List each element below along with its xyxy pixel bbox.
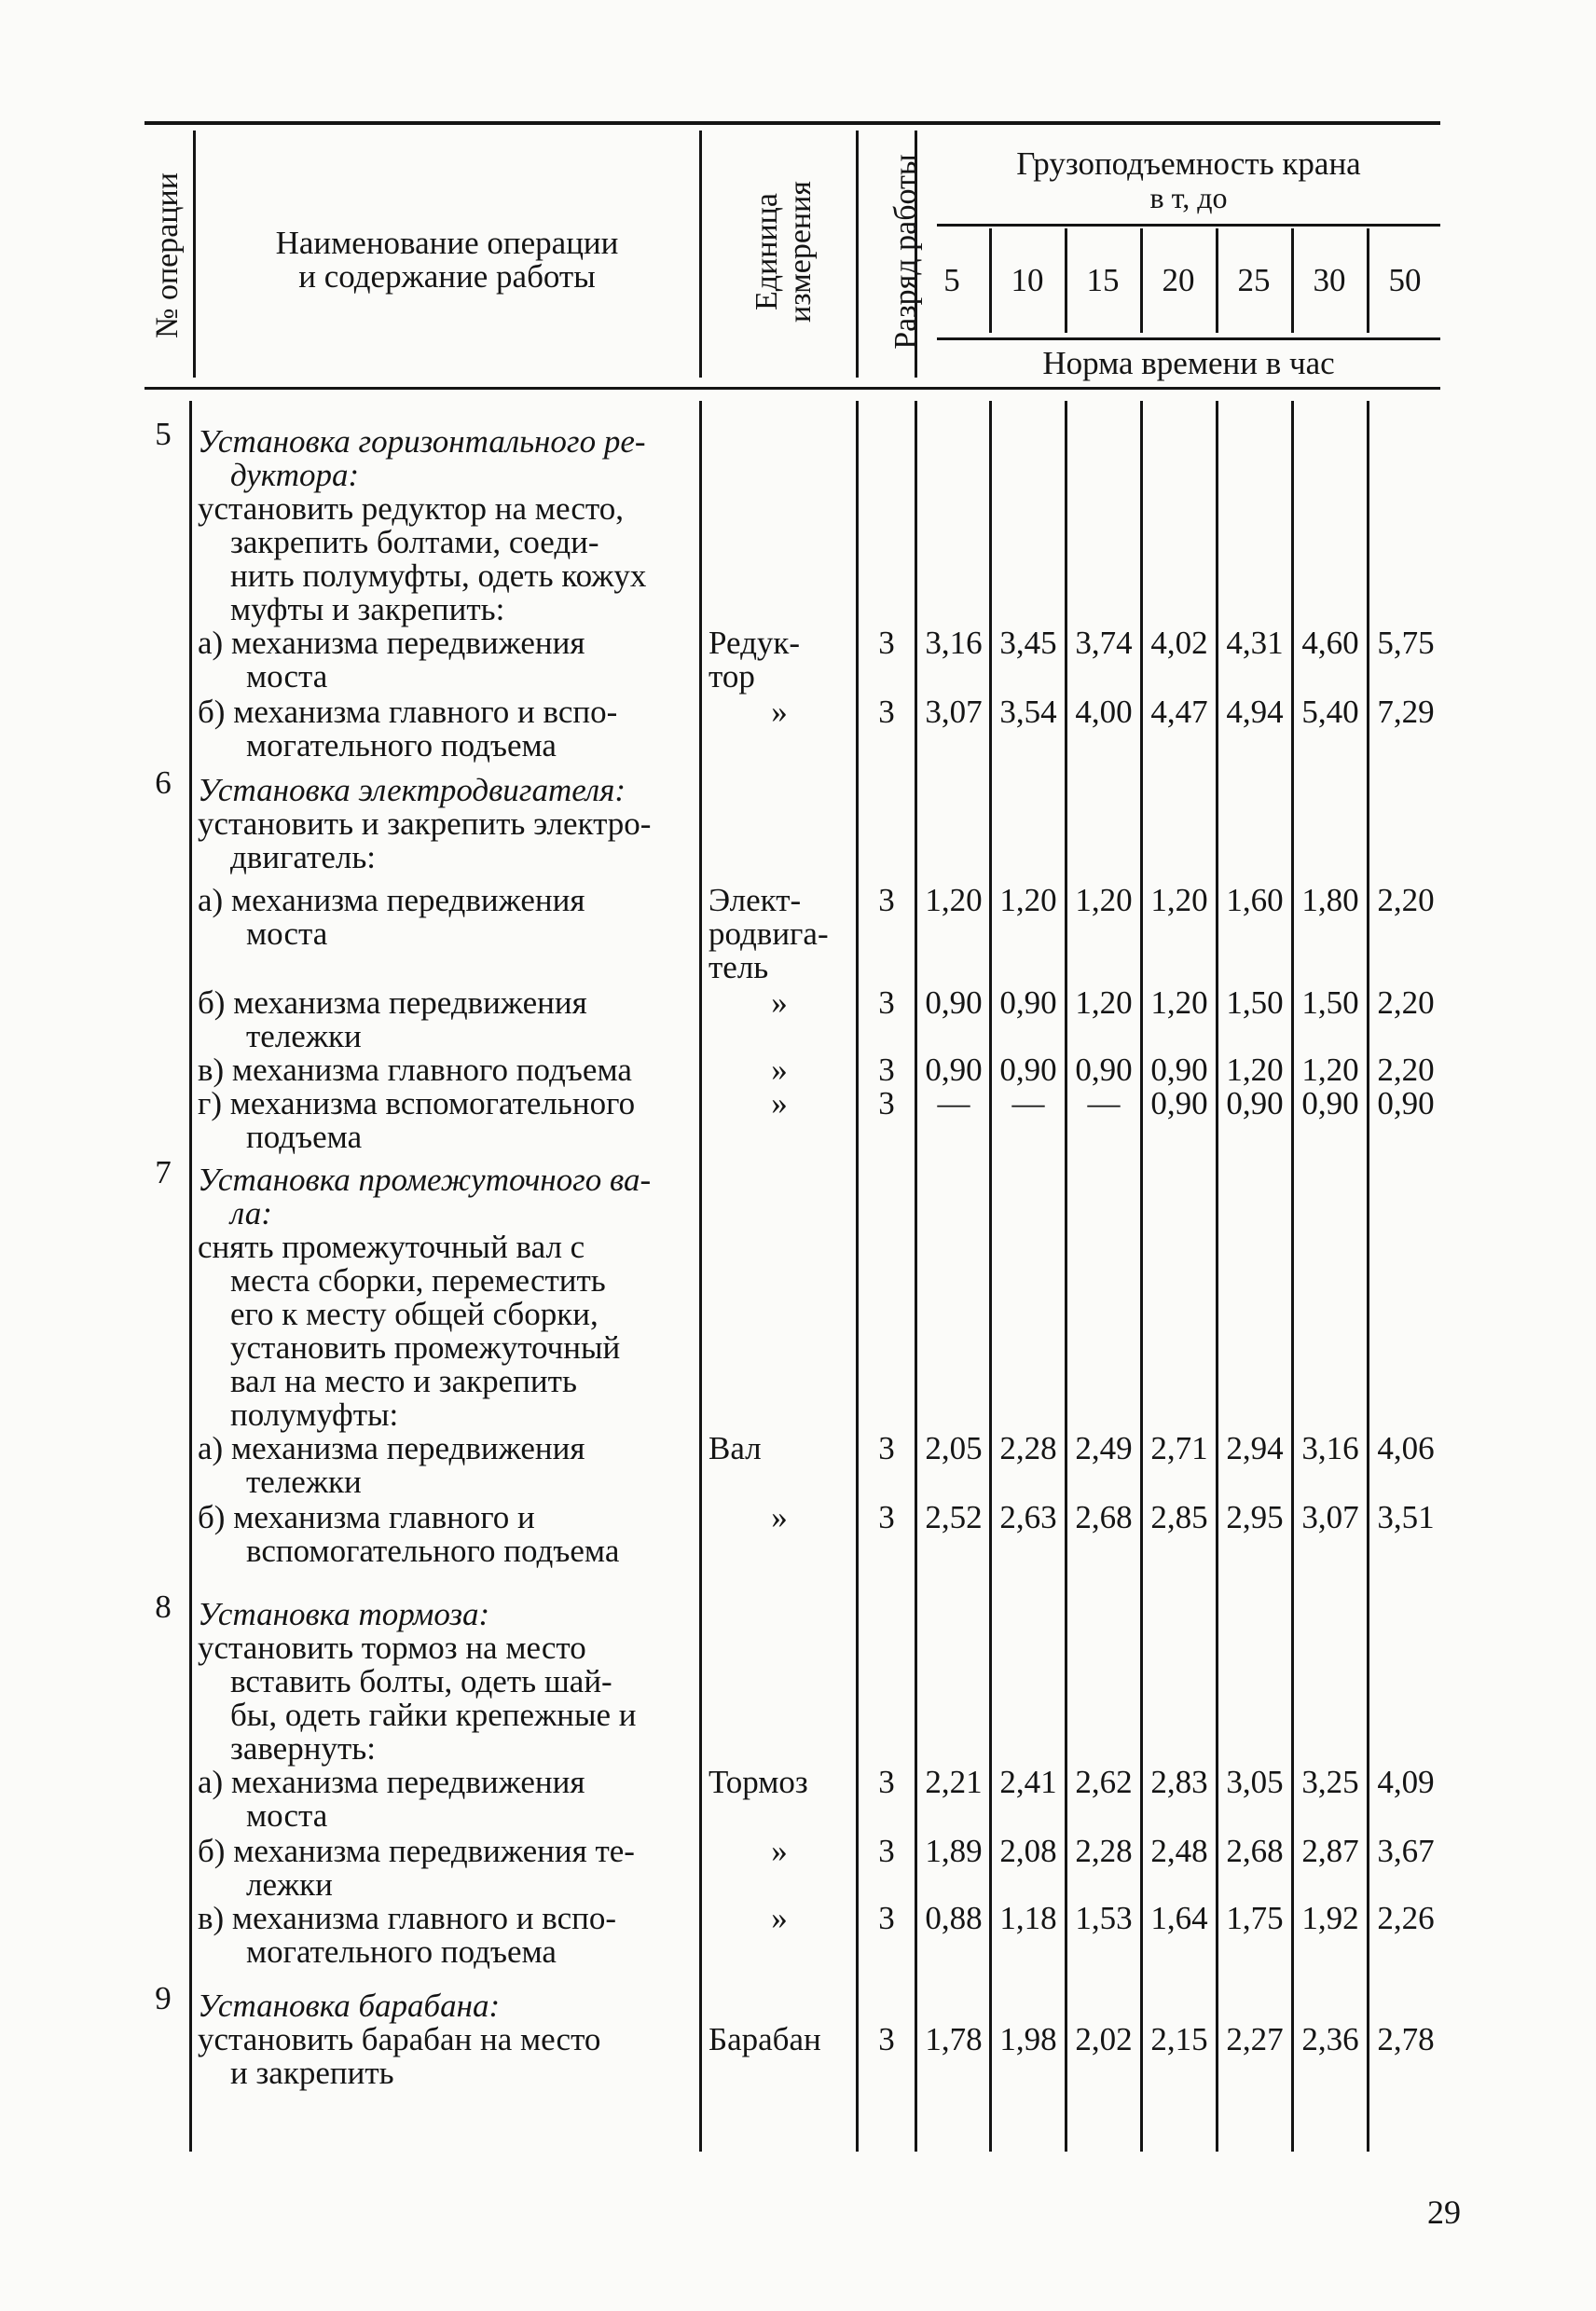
op-5b-value-20: 4,47 bbox=[1150, 694, 1208, 730]
op-6a-value-50: 2,20 bbox=[1377, 882, 1435, 918]
op-9a-value-30: 2,36 bbox=[1301, 2021, 1359, 2057]
op-6-desc-line2: двигатель: bbox=[230, 839, 377, 875]
header-norm: Норма времени в час bbox=[1042, 345, 1335, 381]
op-6a-value-20: 1,20 bbox=[1150, 882, 1208, 918]
op-9a-grade: 3 bbox=[878, 2021, 895, 2057]
op-7b-grade: 3 bbox=[878, 1499, 895, 1535]
header-unit-line2: измерения bbox=[783, 181, 818, 323]
op-7-desc-line3: его к месту общей сборки, bbox=[230, 1296, 598, 1332]
op-8a-value-15: 2,62 bbox=[1075, 1764, 1133, 1800]
header-capacity-15: 15 bbox=[1086, 262, 1120, 298]
op-9a-text-line2: и закрепить bbox=[230, 2055, 394, 2091]
op-5a-text-line2: моста bbox=[246, 658, 328, 695]
op-5-desc-line1: установить редуктор на место, bbox=[198, 490, 624, 527]
op-5b-value-30: 5,40 bbox=[1301, 694, 1359, 730]
op-8c-value-30: 1,92 bbox=[1301, 1900, 1359, 1936]
op-8c-value-25: 1,75 bbox=[1226, 1900, 1284, 1936]
body-vline-9 bbox=[1291, 401, 1294, 2152]
op-6d-text-line2: подъема bbox=[246, 1119, 363, 1155]
op-5b-grade: 3 bbox=[878, 694, 895, 730]
op-7b-text-line2: вспомогательного подъема bbox=[246, 1533, 620, 1569]
op-7a-value-5: 2,05 bbox=[925, 1430, 983, 1466]
op-7-desc-line6: полумуфты: bbox=[230, 1396, 399, 1433]
header-name-line2: и содержание работы bbox=[298, 258, 596, 295]
op-6-desc-line1: установить и закрепить электро- bbox=[198, 805, 652, 842]
op-5a-value-10: 3,45 bbox=[999, 625, 1057, 661]
body-vline-1 bbox=[189, 401, 192, 2152]
op-5-number: 5 bbox=[155, 416, 172, 452]
op-6d-unit: » bbox=[771, 1085, 788, 1121]
op-5b-value-50: 7,29 bbox=[1377, 694, 1435, 730]
op-7a-unit: Вал bbox=[709, 1430, 762, 1466]
op-8c-value-15: 1,53 bbox=[1075, 1900, 1133, 1936]
body-vline-7 bbox=[1140, 401, 1143, 2152]
header-capacity-20: 20 bbox=[1162, 262, 1195, 298]
op-5a-value-50: 5,75 bbox=[1377, 625, 1435, 661]
op-5b-unit: » bbox=[771, 694, 788, 730]
op-7a-text-line1: а) механизма передвижения bbox=[198, 1430, 585, 1466]
op-6b-grade: 3 bbox=[878, 984, 895, 1021]
op-8-desc-line1: установить тормоз на место bbox=[198, 1630, 586, 1666]
op-6d-value-20: 0,90 bbox=[1150, 1085, 1208, 1121]
op-7b-value-25: 2,95 bbox=[1226, 1499, 1284, 1535]
op-8a-value-50: 4,09 bbox=[1377, 1764, 1435, 1800]
op-8c-grade: 3 bbox=[878, 1900, 895, 1936]
op-8c-value-5: 0,88 bbox=[925, 1900, 983, 1936]
op-6b-unit: » bbox=[771, 984, 788, 1021]
op-7b-unit: » bbox=[771, 1499, 788, 1535]
op-9a-value-20: 2,15 bbox=[1150, 2021, 1208, 2057]
op-8b-value-10: 2,08 bbox=[999, 1833, 1057, 1869]
op-6b-value-5: 0,90 bbox=[925, 984, 983, 1021]
op-8b-value-15: 2,28 bbox=[1075, 1833, 1133, 1869]
op-7a-value-15: 2,49 bbox=[1075, 1430, 1133, 1466]
op-9a-unit: Барабан bbox=[709, 2021, 821, 2057]
op-7b-value-15: 2,68 bbox=[1075, 1499, 1133, 1535]
op-6d-value-15: — bbox=[1087, 1085, 1121, 1121]
op-5b-value-15: 4,00 bbox=[1075, 694, 1133, 730]
op-8b-value-25: 2,68 bbox=[1226, 1833, 1284, 1869]
op-8a-text-line2: моста bbox=[246, 1797, 328, 1834]
body-vline-8 bbox=[1216, 401, 1218, 2152]
op-9a-text-line1: установить барабан на место bbox=[198, 2021, 601, 2057]
op-5-desc-line2: закрепить болтами, соеди- bbox=[230, 524, 599, 560]
op-7b-value-30: 3,07 bbox=[1301, 1499, 1359, 1535]
op-9a-value-10: 1,98 bbox=[999, 2021, 1057, 2057]
op-8c-value-20: 1,64 bbox=[1150, 1900, 1208, 1936]
op-7-number: 7 bbox=[155, 1154, 172, 1190]
op-6d-value-5: — bbox=[937, 1085, 970, 1121]
op-7b-value-20: 2,85 bbox=[1150, 1499, 1208, 1535]
op-6c-value-30: 1,20 bbox=[1301, 1052, 1359, 1088]
op-5a-value-15: 3,74 bbox=[1075, 625, 1133, 661]
op-6a-value-15: 1,20 bbox=[1075, 882, 1133, 918]
op-7-desc-line5: вал на место и закрепить bbox=[230, 1363, 577, 1399]
op-6b-value-25: 1,50 bbox=[1226, 984, 1284, 1021]
op-8b-value-20: 2,48 bbox=[1150, 1833, 1208, 1869]
op-7a-text-line2: тележки bbox=[246, 1464, 362, 1500]
op-5a-unit-line2: тор bbox=[709, 658, 755, 695]
op-6b-text-line2: тележки bbox=[246, 1018, 362, 1054]
op-7a-value-10: 2,28 bbox=[999, 1430, 1057, 1466]
header-name-line1: Наименование операции bbox=[275, 225, 619, 261]
op-5a-unit-line1: Редук- bbox=[709, 625, 801, 661]
op-6c-value-10: 0,90 bbox=[999, 1052, 1057, 1088]
op-6a-unit-line2: родвига- bbox=[709, 915, 829, 952]
op-8b-grade: 3 bbox=[878, 1833, 895, 1869]
op-7b-value-5: 2,52 bbox=[925, 1499, 983, 1535]
op-7a-grade: 3 bbox=[878, 1430, 895, 1466]
op-7-title-line2: ла: bbox=[230, 1195, 272, 1231]
header-capacity-10: 10 bbox=[1011, 262, 1044, 298]
header-vline-1 bbox=[193, 131, 196, 378]
header-capacity-line2: в т, до bbox=[1149, 181, 1228, 214]
header-capacity-5: 5 bbox=[943, 262, 960, 298]
body-vline-5 bbox=[989, 401, 992, 2152]
op-6c-value-15: 0,90 bbox=[1075, 1052, 1133, 1088]
capacity-header-rule bbox=[937, 224, 1440, 227]
op-7b-text-line1: б) механизма главного и bbox=[198, 1499, 535, 1535]
op-8a-value-5: 2,21 bbox=[925, 1764, 983, 1800]
body-vline-10 bbox=[1367, 401, 1369, 2152]
op-6a-value-5: 1,20 bbox=[925, 882, 983, 918]
body-vline-6 bbox=[1065, 401, 1067, 2152]
op-6c-value-5: 0,90 bbox=[925, 1052, 983, 1088]
table-top-rule bbox=[144, 121, 1440, 125]
op-6c-value-20: 0,90 bbox=[1150, 1052, 1208, 1088]
op-6-number: 6 bbox=[155, 764, 172, 801]
op-6a-value-30: 1,80 bbox=[1301, 882, 1359, 918]
header-capacity-30: 30 bbox=[1313, 262, 1346, 298]
header-vline-2 bbox=[699, 131, 702, 378]
op-7-title-line1: Установка промежуточного ва- bbox=[198, 1162, 652, 1198]
op-8-desc-line2: вставить болты, одеть шай- bbox=[230, 1663, 612, 1699]
op-7a-value-25: 2,94 bbox=[1226, 1430, 1284, 1466]
op-8b-value-30: 2,87 bbox=[1301, 1833, 1359, 1869]
body-vline-4 bbox=[915, 401, 917, 2152]
op-8-title-line1: Установка тормоза: bbox=[198, 1596, 490, 1632]
op-6a-value-10: 1,20 bbox=[999, 882, 1057, 918]
op-5a-value-30: 4,60 bbox=[1301, 625, 1359, 661]
body-vline-3 bbox=[856, 401, 859, 2152]
header-capacity-25: 25 bbox=[1237, 262, 1271, 298]
op-6d-value-50: 0,90 bbox=[1377, 1085, 1435, 1121]
op-9-number: 9 bbox=[155, 1980, 172, 2016]
header-capacity-line1: Грузоподъемность крана bbox=[1016, 145, 1361, 182]
op-6-title-line1: Установка электродвигателя: bbox=[198, 772, 626, 808]
op-9-title-line1: Установка барабана: bbox=[198, 1988, 501, 2024]
op-8c-text-line1: в) механизма главного и вспо- bbox=[198, 1900, 617, 1936]
op-8-number: 8 bbox=[155, 1589, 172, 1625]
op-5-desc-line3: нить полумуфты, одеть кожух bbox=[230, 557, 647, 594]
op-8c-text-line2: могательного подъема bbox=[246, 1933, 557, 1970]
op-5a-value-25: 4,31 bbox=[1226, 625, 1284, 661]
op-7a-value-30: 3,16 bbox=[1301, 1430, 1359, 1466]
op-9a-value-25: 2,27 bbox=[1226, 2021, 1284, 2057]
op-6a-text-line1: а) механизма передвижения bbox=[198, 882, 585, 918]
op-6a-value-25: 1,60 bbox=[1226, 882, 1284, 918]
op-6d-value-30: 0,90 bbox=[1301, 1085, 1359, 1121]
op-8b-unit: » bbox=[771, 1833, 788, 1869]
op-6d-value-25: 0,90 bbox=[1226, 1085, 1284, 1121]
op-9a-value-50: 2,78 bbox=[1377, 2021, 1435, 2057]
op-6c-unit: » bbox=[771, 1052, 788, 1088]
op-8a-value-30: 3,25 bbox=[1301, 1764, 1359, 1800]
page-number: 29 bbox=[1427, 2194, 1461, 2231]
op-6b-value-15: 1,20 bbox=[1075, 984, 1133, 1021]
op-9a-value-5: 1,78 bbox=[925, 2021, 983, 2057]
body-vline-2 bbox=[699, 401, 702, 2152]
header-unit-line1: Единица bbox=[750, 193, 784, 310]
op-8c-unit: » bbox=[771, 1900, 788, 1936]
op-6d-text-line1: г) механизма вспомогательного bbox=[198, 1085, 636, 1121]
op-8a-grade: 3 bbox=[878, 1764, 895, 1800]
op-8-desc-line4: завернуть: bbox=[230, 1730, 376, 1767]
norm-header-rule bbox=[937, 337, 1440, 340]
header-vline-3 bbox=[856, 131, 859, 378]
op-5-desc-line4: муфты и закрепить: bbox=[230, 591, 505, 627]
op-8b-text-line1: б) механизма передвижения те- bbox=[198, 1833, 635, 1869]
op-8b-text-line2: лежки bbox=[246, 1866, 333, 1903]
op-7-desc-line2: места сборки, переместить bbox=[230, 1262, 606, 1299]
op-6d-value-10: — bbox=[1011, 1085, 1045, 1121]
op-5b-text-line1: б) механизма главного и вспо- bbox=[198, 694, 618, 730]
op-8a-value-25: 3,05 bbox=[1226, 1764, 1284, 1800]
op-6a-text-line2: моста bbox=[246, 915, 328, 952]
op-8c-value-10: 1,18 bbox=[999, 1900, 1057, 1936]
op-8c-value-50: 2,26 bbox=[1377, 1900, 1435, 1936]
op-7-desc-line4: установить промежуточный bbox=[230, 1329, 621, 1366]
op-6c-text-line1: в) механизма главного подъема bbox=[198, 1052, 632, 1088]
op-5a-value-20: 4,02 bbox=[1150, 625, 1208, 661]
op-8a-value-10: 2,41 bbox=[999, 1764, 1057, 1800]
op-6b-value-50: 2,20 bbox=[1377, 984, 1435, 1021]
op-7-desc-line1: снять промежуточный вал с bbox=[198, 1229, 585, 1265]
op-5-title-line2: дуктора: bbox=[230, 457, 360, 493]
op-6b-text-line1: б) механизма передвижения bbox=[198, 984, 587, 1021]
op-6c-value-25: 1,20 bbox=[1226, 1052, 1284, 1088]
op-6b-value-10: 0,90 bbox=[999, 984, 1057, 1021]
op-6b-value-30: 1,50 bbox=[1301, 984, 1359, 1021]
op-5b-text-line2: могательного подъема bbox=[246, 727, 557, 763]
op-7a-value-20: 2,71 bbox=[1150, 1430, 1208, 1466]
op-6b-value-20: 1,20 bbox=[1150, 984, 1208, 1021]
op-5a-grade: 3 bbox=[878, 625, 895, 661]
op-5b-value-5: 3,07 bbox=[925, 694, 983, 730]
op-5a-value-5: 3,16 bbox=[925, 625, 983, 661]
op-7b-value-10: 2,63 bbox=[999, 1499, 1057, 1535]
op-8a-unit: Тормоз bbox=[709, 1764, 808, 1800]
header-bottom-rule bbox=[144, 387, 1440, 390]
op-5b-value-25: 4,94 bbox=[1226, 694, 1284, 730]
op-7b-value-50: 3,51 bbox=[1377, 1499, 1435, 1535]
op-6a-unit-line1: Элект- bbox=[709, 882, 802, 918]
op-6c-grade: 3 bbox=[878, 1052, 895, 1088]
op-8a-value-20: 2,83 bbox=[1150, 1764, 1208, 1800]
op-5-title-line1: Установка горизонтального ре- bbox=[198, 423, 646, 460]
op-6d-grade: 3 bbox=[878, 1085, 895, 1121]
op-8-desc-line3: бы, одеть гайки крепежные и bbox=[230, 1697, 637, 1733]
op-6a-grade: 3 bbox=[878, 882, 895, 918]
op-8b-value-5: 1,89 bbox=[925, 1833, 983, 1869]
op-6a-unit-line3: тель bbox=[709, 949, 769, 985]
header-op-number: № операции bbox=[150, 172, 185, 338]
header-grade: Разряд работы bbox=[888, 154, 923, 350]
op-9a-value-15: 2,02 bbox=[1075, 2021, 1133, 2057]
op-5b-value-10: 3,54 bbox=[999, 694, 1057, 730]
op-6c-value-50: 2,20 bbox=[1377, 1052, 1435, 1088]
op-8a-text-line1: а) механизма передвижения bbox=[198, 1764, 585, 1800]
op-5a-text-line1: а) механизма передвижения bbox=[198, 625, 585, 661]
op-7a-value-50: 4,06 bbox=[1377, 1430, 1435, 1466]
header-capacity-50: 50 bbox=[1388, 262, 1422, 298]
op-8b-value-50: 3,67 bbox=[1377, 1833, 1435, 1869]
